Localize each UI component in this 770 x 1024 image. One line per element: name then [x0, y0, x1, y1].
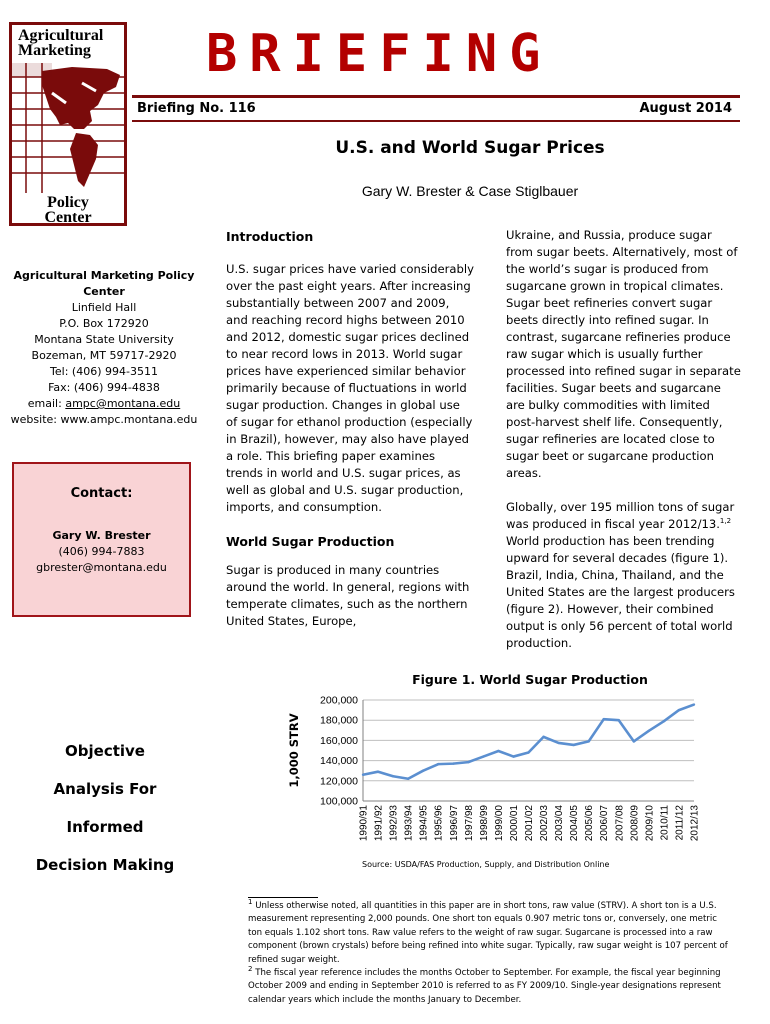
- body-column-2: [506, 227, 742, 669]
- contact-name: Gary W. Brester: [52, 529, 151, 542]
- x-tick-label: 2010/11: [659, 805, 671, 841]
- address-line: Linfield Hall: [71, 301, 137, 314]
- website-line: website: www.ampc.montana.edu: [10, 413, 198, 426]
- intro-heading: Introduction: [226, 229, 314, 244]
- data-point: [693, 703, 695, 705]
- intro-paragraph: U.S. sugar prices have varied considerably over the past eight years. After increasing substantially between 2007 and 2009, and reaching record highs between 2010 and 2012, domestic sugar prices declined to near record lows in 2013. World sugar prices have experienced similar behavior primarily because of fluctuations in world sugar production. Changes in global use of sugar for ethanol production (especially in Brazil), however, may also have played a role. This briefing paper examines trends in world and U.S. sugar prices, as well as global and U.S. sugar production, imports, and consumption.: [226, 262, 474, 514]
- address-line: Tel: (406) 994-3511: [50, 365, 158, 378]
- address-line: Fax: (406) 994-4838: [48, 381, 160, 394]
- x-tick-label: 2009/10: [644, 805, 656, 842]
- tagline-line: Analysis For: [53, 780, 157, 798]
- tagline-line: Informed: [66, 818, 144, 836]
- logo-bottom-line2: Center: [44, 209, 92, 226]
- x-tick-label: 2002/03: [539, 805, 551, 842]
- x-tick-label: 1992/93: [388, 805, 400, 842]
- y-tick-label: 120,000: [320, 775, 358, 788]
- globe-map-icon: [12, 63, 124, 193]
- y-axis-label: 1,000 STRV: [287, 713, 301, 788]
- data-point: [618, 719, 620, 721]
- y-tick-label: 100,000: [320, 795, 358, 808]
- footnote-2-text: The fiscal year reference includes the months October to September. For example, the fiscal year beginning October 2009 and ending in September 2010 is referred to as FY 2009/10. Single-year designations represent calendar years which include the months January to December.: [248, 968, 721, 1005]
- footnote-1: [248, 900, 728, 967]
- logo-top-line1: Agricultural: [18, 27, 104, 44]
- x-tick-label: 1995/96: [433, 805, 445, 842]
- body-column-1: [226, 228, 474, 647]
- x-tick-label: 2000/01: [508, 805, 520, 842]
- data-point: [467, 761, 469, 763]
- logo-bottom-line1: Policy: [47, 194, 89, 211]
- y-tick-label: 140,000: [320, 755, 358, 768]
- briefing-date: August 2014: [639, 101, 732, 116]
- col2-p2-text-b: World production has been trending upward for several decades (figure 1). Brazil, India, China, Thailand, and the United States are the largest producers (figure 2). However, their combined output is only 56 percent of total world production.: [506, 534, 735, 650]
- org-name: Agricultural Marketing Policy Center: [13, 269, 195, 298]
- briefing-number: Briefing No. 116: [137, 101, 256, 116]
- x-tick-label: 2003/04: [554, 805, 566, 842]
- footnote-1-number: 1: [248, 898, 253, 907]
- data-point: [542, 736, 544, 738]
- y-tick-label: 180,000: [320, 714, 358, 727]
- y-tick-label: 160,000: [320, 734, 358, 747]
- logo-top-text: [12, 25, 124, 62]
- footnote-rule: [248, 897, 318, 898]
- data-point: [572, 744, 574, 746]
- data-point: [648, 730, 650, 732]
- tagline-line: Decision Making: [35, 856, 175, 874]
- footnote-ref: 1,2: [719, 517, 732, 526]
- data-point: [633, 740, 635, 742]
- contact-phone: (406) 994-7883: [58, 545, 145, 558]
- data-point: [497, 750, 499, 752]
- data-point: [392, 775, 394, 777]
- x-tick-label: 2012/13: [689, 805, 701, 842]
- x-tick-label: 1994/95: [418, 805, 430, 842]
- document-title: U.S. and World Sugar Prices: [335, 138, 605, 158]
- ampc-logo: [9, 22, 127, 226]
- y-tick-label: 200,000: [320, 694, 358, 707]
- briefing-title: BRIEFING: [206, 24, 553, 84]
- data-point: [663, 720, 665, 722]
- header-rule: [132, 95, 740, 98]
- data-point: [437, 763, 439, 765]
- data-point: [678, 709, 680, 711]
- address-line: Bozeman, MT 59717-2920: [31, 349, 177, 362]
- email-link[interactable]: ampc@montana.edu: [65, 397, 181, 410]
- address-line: P.O. Box 172920: [59, 317, 149, 330]
- footnote-2-number: 2: [248, 965, 253, 974]
- email-label: email:: [27, 397, 66, 410]
- x-tick-label: 1998/99: [478, 805, 490, 842]
- data-point: [452, 762, 454, 764]
- x-tick-label: 1996/97: [448, 805, 460, 842]
- x-tick-label: 1997/98: [463, 805, 475, 842]
- chart-source: Source: USDA/FAS Production, Supply, and Distribution Online: [362, 860, 610, 869]
- tagline: [20, 732, 190, 884]
- data-point: [587, 740, 589, 742]
- data-point: [603, 718, 605, 720]
- data-point: [377, 771, 379, 773]
- world-sugar-production-chart: [270, 690, 710, 862]
- data-point: [527, 751, 529, 753]
- chart-title: Figure 1. World Sugar Production: [412, 672, 648, 687]
- logo-top-line2: Marketing: [18, 42, 91, 59]
- email-line: [6, 396, 202, 412]
- tagline-line: Objective: [65, 742, 145, 760]
- data-point: [407, 778, 409, 780]
- data-point: [422, 770, 424, 772]
- contact-email: gbrester@montana.edu: [36, 561, 167, 574]
- x-tick-label: 1991/92: [373, 805, 385, 842]
- x-tick-label: 2007/08: [614, 805, 626, 842]
- col2-paragraph-2: [506, 499, 742, 652]
- x-tick-label: 2008/09: [629, 805, 641, 842]
- contact-heading: Contact:: [70, 486, 133, 501]
- series-line: [363, 705, 694, 779]
- address-line: Montana State University: [34, 333, 174, 346]
- col2-p2-text-a: Globally, over 195 million tons of sugar was produced in fiscal year 2012/13.: [506, 500, 735, 531]
- data-point: [362, 774, 364, 776]
- sidebar-address: [6, 268, 202, 428]
- x-tick-label: 2005/06: [584, 805, 596, 842]
- header-rule-bottom: [132, 120, 740, 122]
- footnotes: [248, 900, 728, 1007]
- col2-paragraph-1: Ukraine, and Russia, produce sugar from sugar beets. Alternatively, most of the world’s sugar is produced from sugarcane grown in tropical climates. Sugar beet refineries convert sugar beets directly into refined sugar. In contrast, sugarcane refineries produce raw sugar which is usually further processed into refined sugar in separate facilities. Sugar beets and sugarcane are bulky commodities with limited post-harvest shelf life. Consequently, sugar refineries are located close to sugar beet or sugarcane production areas.: [506, 228, 741, 480]
- data-point: [482, 755, 484, 757]
- x-tick-label: 1993/94: [403, 805, 415, 842]
- x-tick-label: 1990/91: [358, 805, 370, 842]
- x-tick-label: 1999/00: [493, 805, 505, 842]
- x-tick-label: 2004/05: [569, 805, 581, 842]
- document-authors: Gary W. Brester & Case Stiglbauer: [361, 183, 579, 199]
- production-heading: World Sugar Production: [226, 534, 395, 549]
- x-tick-label: 2011/12: [674, 805, 686, 841]
- contact-box: [12, 462, 191, 617]
- x-tick-label: 2001/02: [524, 805, 535, 842]
- footnote-1-text: Unless otherwise noted, all quantities in this paper are in short tons, raw value (STRV). A short ton is a U.S. measurement representing 2,000 pounds. One short ton equals 0.907 metric tons or, conversely, one metric ton equals 1.102 short tons. Raw value refers to the weight of raw sugar. Sugarcane is processed into a raw component (brown crystals) before being refined into white sugar. Typically, raw sugar weight is 107 percent of refined sugar weight.: [248, 901, 728, 965]
- production-paragraph: Sugar is produced in many countries around the world. In general, regions with temperate climates, such as the northern United States, Europe,: [226, 563, 470, 628]
- data-point: [512, 755, 514, 757]
- logo-bottom-text: [12, 193, 124, 226]
- x-tick-label: 2006/07: [599, 805, 611, 842]
- footnote-2: [248, 967, 728, 1007]
- data-point: [557, 742, 559, 744]
